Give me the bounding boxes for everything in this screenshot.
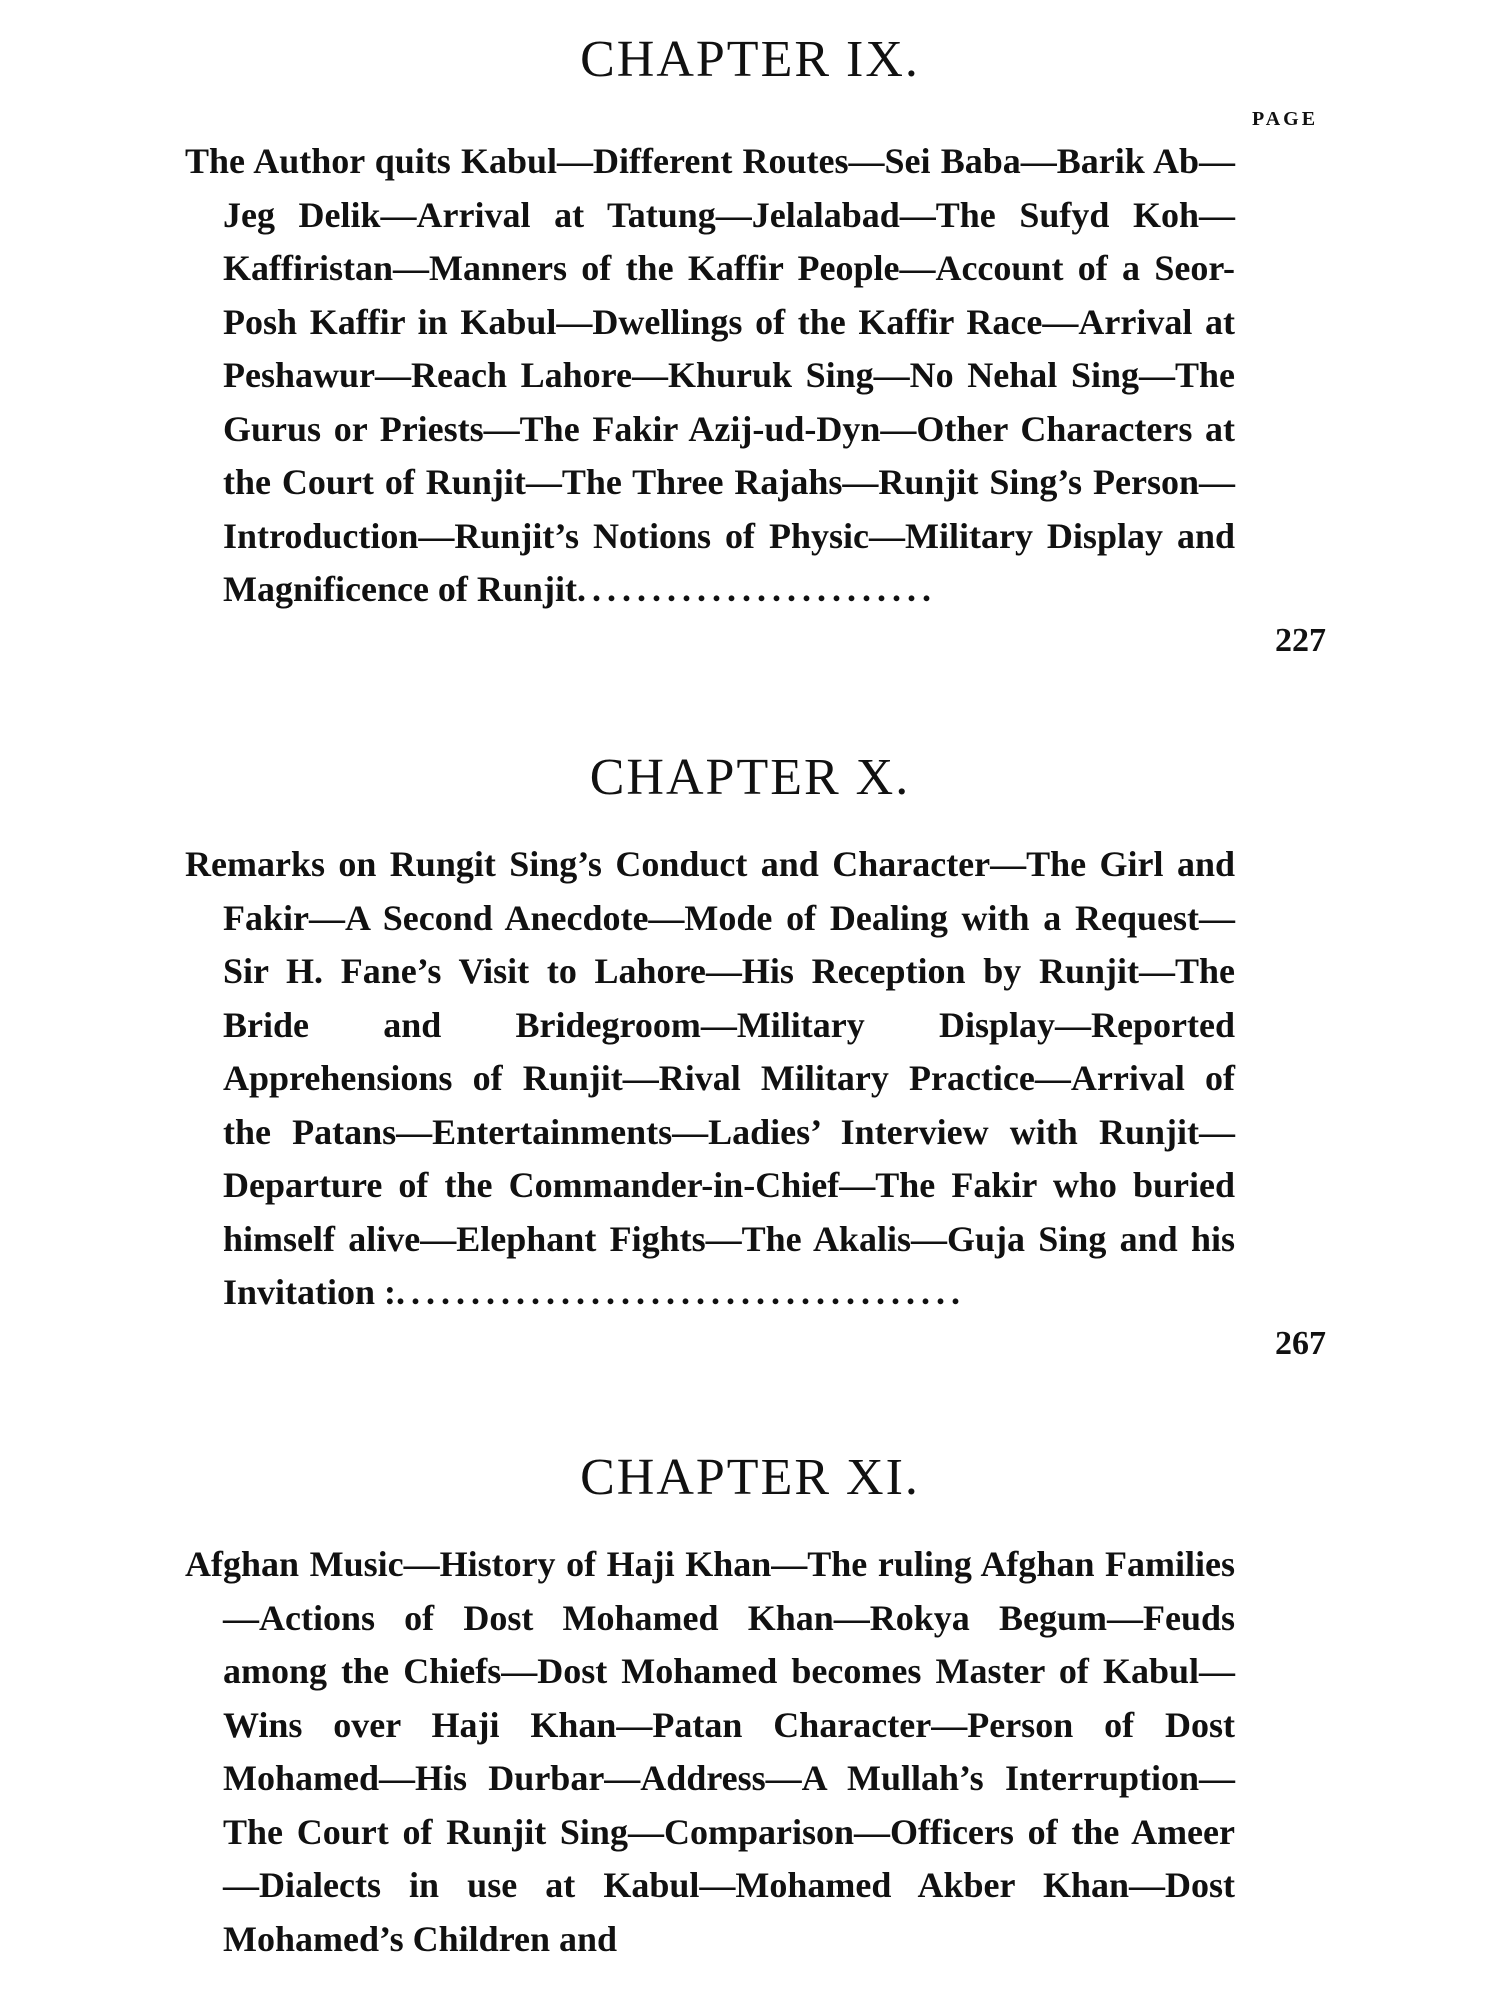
chapter-10-page-number: 267 xyxy=(1275,1325,1326,1362)
chapter-9-title: CHAPTER IX. xyxy=(580,31,920,88)
chapter-10-leader-dots: ...................................... xyxy=(396,1272,967,1312)
chapter-10-summary xyxy=(185,838,1235,1320)
page-column-label: PAGE xyxy=(1252,108,1319,130)
chapter-9-summary-text: The Author quits Kabul—Different Routes—Sei Baba—Barik Ab—Jeg Delik—Arrival at Tatung—Jelalabad—The Sufyd Koh—Kaffiristan—Manners of the Kaffir People—Account of a Seor-Posh Kaffir in Kabul—Dwellings of the Kaffir Race—Arrival at Peshawur—Reach Lahore—Khuruk Sing—No Nehal Sing—The Gurus or Priests—The Fakir Azij-ud-Dyn—Other Characters at the Court of Runjit—The Three Rajahs—Runjit Sing’s Person—Introduction—Runjit’s Notions of Physic—Military Display and Magnificence of Runjit xyxy=(185,141,1235,609)
chapter-11-summary-text: Afghan Music—History of Haji Khan—The ruling Afghan Families—Actions of Dost Mohamed Khan—Rokya Begum—Feuds among the Chiefs—Dost Mohamed becomes Master of Kabul—Wins over Haji Khan—Patan Character—Person of Dost Mohamed—His Durbar—Address—A Mullah’s Interruption—The Court of Runjit Sing—Comparison—Officers of the Ameer—Dialects in use at Kabul—Mohamed Akber Khan—Dost Mohamed’s Children and xyxy=(185,1544,1235,1959)
chapter-11-summary xyxy=(185,1538,1235,1966)
chapter-10-summary-text: Remarks on Rungit Sing’s Conduct and Character—The Girl and Fakir—A Second Anecdote—Mode of Dealing with a Request—Sir H. Fane’s Visit to Lahore—His Reception by Runjit—The Bride and Bridegroom—Military Display—Reported Apprehensions of Runjit—Rival Military Practice—Arrival of the Patans—Entertainments—Ladies’ Interview with Runjit—Departure of the Commander-in-Chief—The Fakir who buried himself alive—Elephant Fights—The Akalis—Guja Sing and his Invitation : xyxy=(185,844,1235,1312)
chapter-11-title: CHAPTER XI. xyxy=(580,1449,920,1506)
chapter-9-leader-dots: ........................ xyxy=(576,569,937,609)
chapter-9-summary xyxy=(185,135,1235,617)
chapter-9-page-number: 227 xyxy=(1275,622,1326,659)
chapter-10-title: CHAPTER X. xyxy=(589,749,911,806)
